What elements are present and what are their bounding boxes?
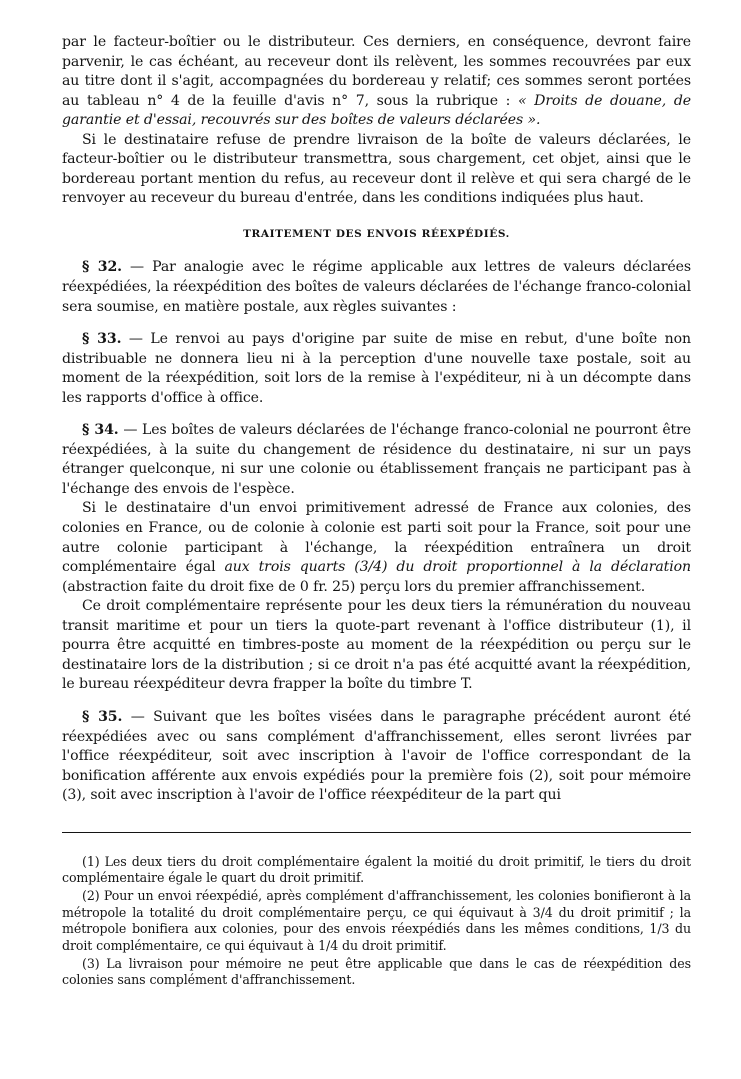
paragraph-text: par le facteur-boîtier ou le distributeur. Ces derniers, en conséquence, devront faire parvenir, le cas échéant, au receveur dont ils relèvent, les sommes recouvrées par eux au titre dont il s'agit, accompagnées du bordereau y relatif; ces sommes seront portées au tableau n° 4 de la feuille d'avis n° 7, sous la rubrique : (62, 34, 691, 109)
paragraph-text: — Les boîtes de valeurs déclarées de l'échange franco-colonial ne pourront être réexpédiées, à la suite du changement de résidence du destinataire, ni sur un pays étranger quelconque, ni sur une colonie ou établissement français ne participant pas à l'échange des envois de l'espèce. (62, 422, 692, 497)
footnote-3: (3) La livraison pour mémoire ne peut être applicable que dans le cas de réexpédition des colonies sans complément d'affranchissement. (62, 955, 691, 988)
paragraph-number: § 33. (82, 331, 122, 348)
paragraph-32 (62, 258, 691, 317)
paragraph-34 (62, 421, 691, 499)
paragraph-text: — Le renvoi au pays d'origine par suite de mise en rebut, d'une boîte non distribuable ne donnera lieu ni à la perception d'une nouvelle taxe postale, soit au moment de la réexpédition, soit lors de la remise à l'expéditeur, ni à un décompte dans les rapports d'office à office. (62, 331, 691, 406)
paragraph-text: Si le destinataire refuse de prendre livraison de la boîte de valeurs déclarées, le facteur-boîtier ou le distributeur transmettra, sous chargement, cet objet, ainsi que le bordereau portant mention du refus, au receveur dont il relève et qui sera chargé de le renvoyer au receveur du bureau d'entrée, dans les conditions indiquées plus haut. (62, 131, 691, 207)
footnote-1: (1) Les deux tiers du droit complémentaire égalent la moitié du droit primitif, le tiers du droit complémentaire égale le quart du droit primitif. (62, 853, 691, 886)
paragraph-continuation (62, 33, 691, 131)
paragraph-33 (62, 330, 691, 408)
section-heading: TRAITEMENT DES ENVOIS RÉEXPÉDIÉS. (243, 227, 510, 240)
paragraph-text: — Suivant que les boîtes visées dans le paragraphe précédent auront été réexpédiées avec ou sans complément d'affranchissement, elles seront livrées par l'office réexpéditeur, soit avec inscription à l'avoir de l'office correspondant de la bonification afférente aux envois expédiés pour la première fois (2), soit pour mémoire (3), soit avec inscription à l'avoir de l'office réexpéditeur de la part qui (62, 708, 691, 804)
paragraph-number: § 32. (82, 259, 122, 276)
main-text (62, 33, 691, 806)
footnotes (62, 854, 691, 989)
paragraph-text: — Par analogie avec le régime applicable aux lettres de valeurs déclarées réexpédiées, la réexpédition des boîtes de valeurs déclarées de l'échange franco-colonial sera soumise, en matière postale, aux règles suivantes : (62, 259, 692, 315)
paragraph-text: Si le destinataire d'un envoi primitivement adressé de France aux colonies, des colonies en France, ou de colonie à colonie est parti soit pour la France, soit pour une autre colonie participant à l'échange, la réexpédition entraînera un droit complémentaire égal (62, 500, 691, 576)
paragraph-number: § 34. (82, 422, 119, 439)
paragraph-refusal (62, 131, 691, 209)
italic-phrase: aux trois quarts (3/4) du droit proportionnel à la déclaration (224, 559, 691, 576)
paragraph-text: Ce droit complémentaire représente pour les deux tiers la rémunération du nouveau transit maritime et pour un tiers la quote-part revenant à l'office distributeur (1), il pourra être acquitté en timbres-poste au moment de la réexpédition ou perçu sur le destinataire lors de la distribution ; si ce droit n'a pas été acquitté avant la réexpédition, le bureau réexpéditeur devra frapper la boîte du timbre T. (62, 598, 691, 693)
paragraph-number: § 35. (82, 708, 123, 725)
paragraph-text: (abstraction faite du droit fixe de 0 fr. 25) perçu lors du premier affranchissement. (62, 578, 646, 595)
paragraph-34-third (62, 597, 691, 695)
footnote-2: (2) Pour un envoi réexpédié, après complément d'affranchissement, les colonies bonifieront à la métropole la totalité du droit complémentaire perçu, ce qui équivaut à 3/4 du droit primitif ; la métropole bonifiera aux colonies, pour des envois réexpédiés dans les mêmes conditions, 1/3 du droit complémentaire, ce qui équivaut à 1/4 du droit primitif. (62, 888, 691, 953)
paragraph-34-second (62, 499, 691, 597)
footnote-divider (62, 832, 691, 833)
paragraph-35 (62, 708, 691, 806)
italic-rubric: « Droits de douane, de garantie et d'essai, recouvrés sur des boîtes de valeurs déclarées ». (62, 92, 691, 129)
